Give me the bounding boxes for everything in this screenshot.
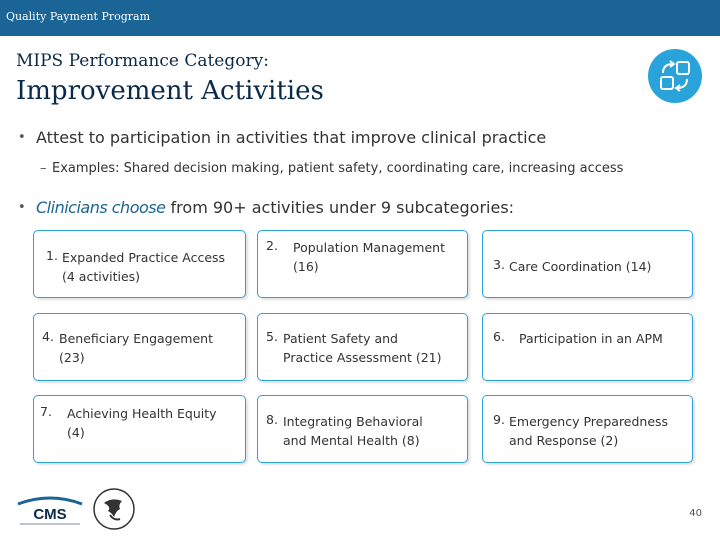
exchange-icon xyxy=(648,49,702,103)
hhs-eagle-logo xyxy=(92,487,136,531)
subcategory-name-cont: and Response (2) xyxy=(509,433,619,448)
cms-logo-text: CMS xyxy=(33,506,67,523)
subcategory-name-cont: (16) xyxy=(293,259,319,274)
subcategory-name: Beneficiary Engagement xyxy=(59,331,213,346)
subcategory-name-cont: (4 activities) xyxy=(62,269,141,284)
sub-bullet-marker: – xyxy=(40,161,47,176)
bullet-attest: Attest to participation in activities that improve clinical practice xyxy=(36,128,547,147)
bullet-choose-text: from 90+ activities under 9 subcategories: xyxy=(170,198,515,217)
subcategory-name-cont: Practice Assessment (21) xyxy=(283,350,442,365)
subcategory-number: 3. xyxy=(493,257,505,272)
subcategory-box xyxy=(482,395,693,463)
subcategory-number: 1. xyxy=(46,248,58,263)
slide-title: Improvement Activities xyxy=(16,76,324,106)
cms-logo xyxy=(14,494,86,528)
header-bar xyxy=(0,0,720,36)
bullet-marker: • xyxy=(18,130,26,145)
sub-bullet-examples: Examples: Shared decision making, patient safety, coordinating care, increasing access xyxy=(52,161,624,176)
subcategory-box xyxy=(33,395,246,463)
subcategory-box xyxy=(482,313,693,381)
bullet-emphasis: Clinicians choose xyxy=(36,198,166,217)
subcategory-number: 9. xyxy=(493,412,505,427)
subcategory-name: Expanded Practice Access xyxy=(62,250,226,265)
subcategory-name: Care Coordination (14) xyxy=(509,259,652,274)
slide-subtitle: MIPS Performance Category: xyxy=(16,51,269,71)
subcategory-name: Participation in an APM xyxy=(519,331,663,346)
program-name: Quality Payment Program xyxy=(6,10,151,23)
subcategory-box xyxy=(33,230,246,298)
bullet-marker: • xyxy=(18,200,26,215)
subcategory-box xyxy=(257,313,468,381)
subcategory-name-cont: (4) xyxy=(67,425,85,440)
subcategory-box xyxy=(482,230,693,298)
subcategory-number: 6. xyxy=(493,329,505,344)
subcategory-name: Population Management xyxy=(293,240,445,255)
subcategory-box xyxy=(33,313,246,381)
subcategory-box xyxy=(257,395,468,463)
subcategory-number: 5. xyxy=(266,329,278,344)
subcategory-number: 4. xyxy=(42,329,54,344)
page-number: 40 xyxy=(689,508,702,519)
subcategory-number: 2. xyxy=(266,238,278,253)
subcategory-name-cont: and Mental Health (8) xyxy=(283,433,420,448)
subcategory-name: Patient Safety and xyxy=(283,331,398,346)
subcategory-box xyxy=(257,230,468,298)
subcategory-name: Achieving Health Equity xyxy=(67,406,217,421)
subcategory-name: Emergency Preparedness xyxy=(509,414,669,429)
subcategory-number: 7. xyxy=(40,404,52,419)
subcategory-name-cont: (23) xyxy=(59,350,85,365)
subcategory-name: Integrating Behavioral xyxy=(283,414,423,429)
bullet-choose xyxy=(36,198,514,217)
subcategory-number: 8. xyxy=(266,412,278,427)
